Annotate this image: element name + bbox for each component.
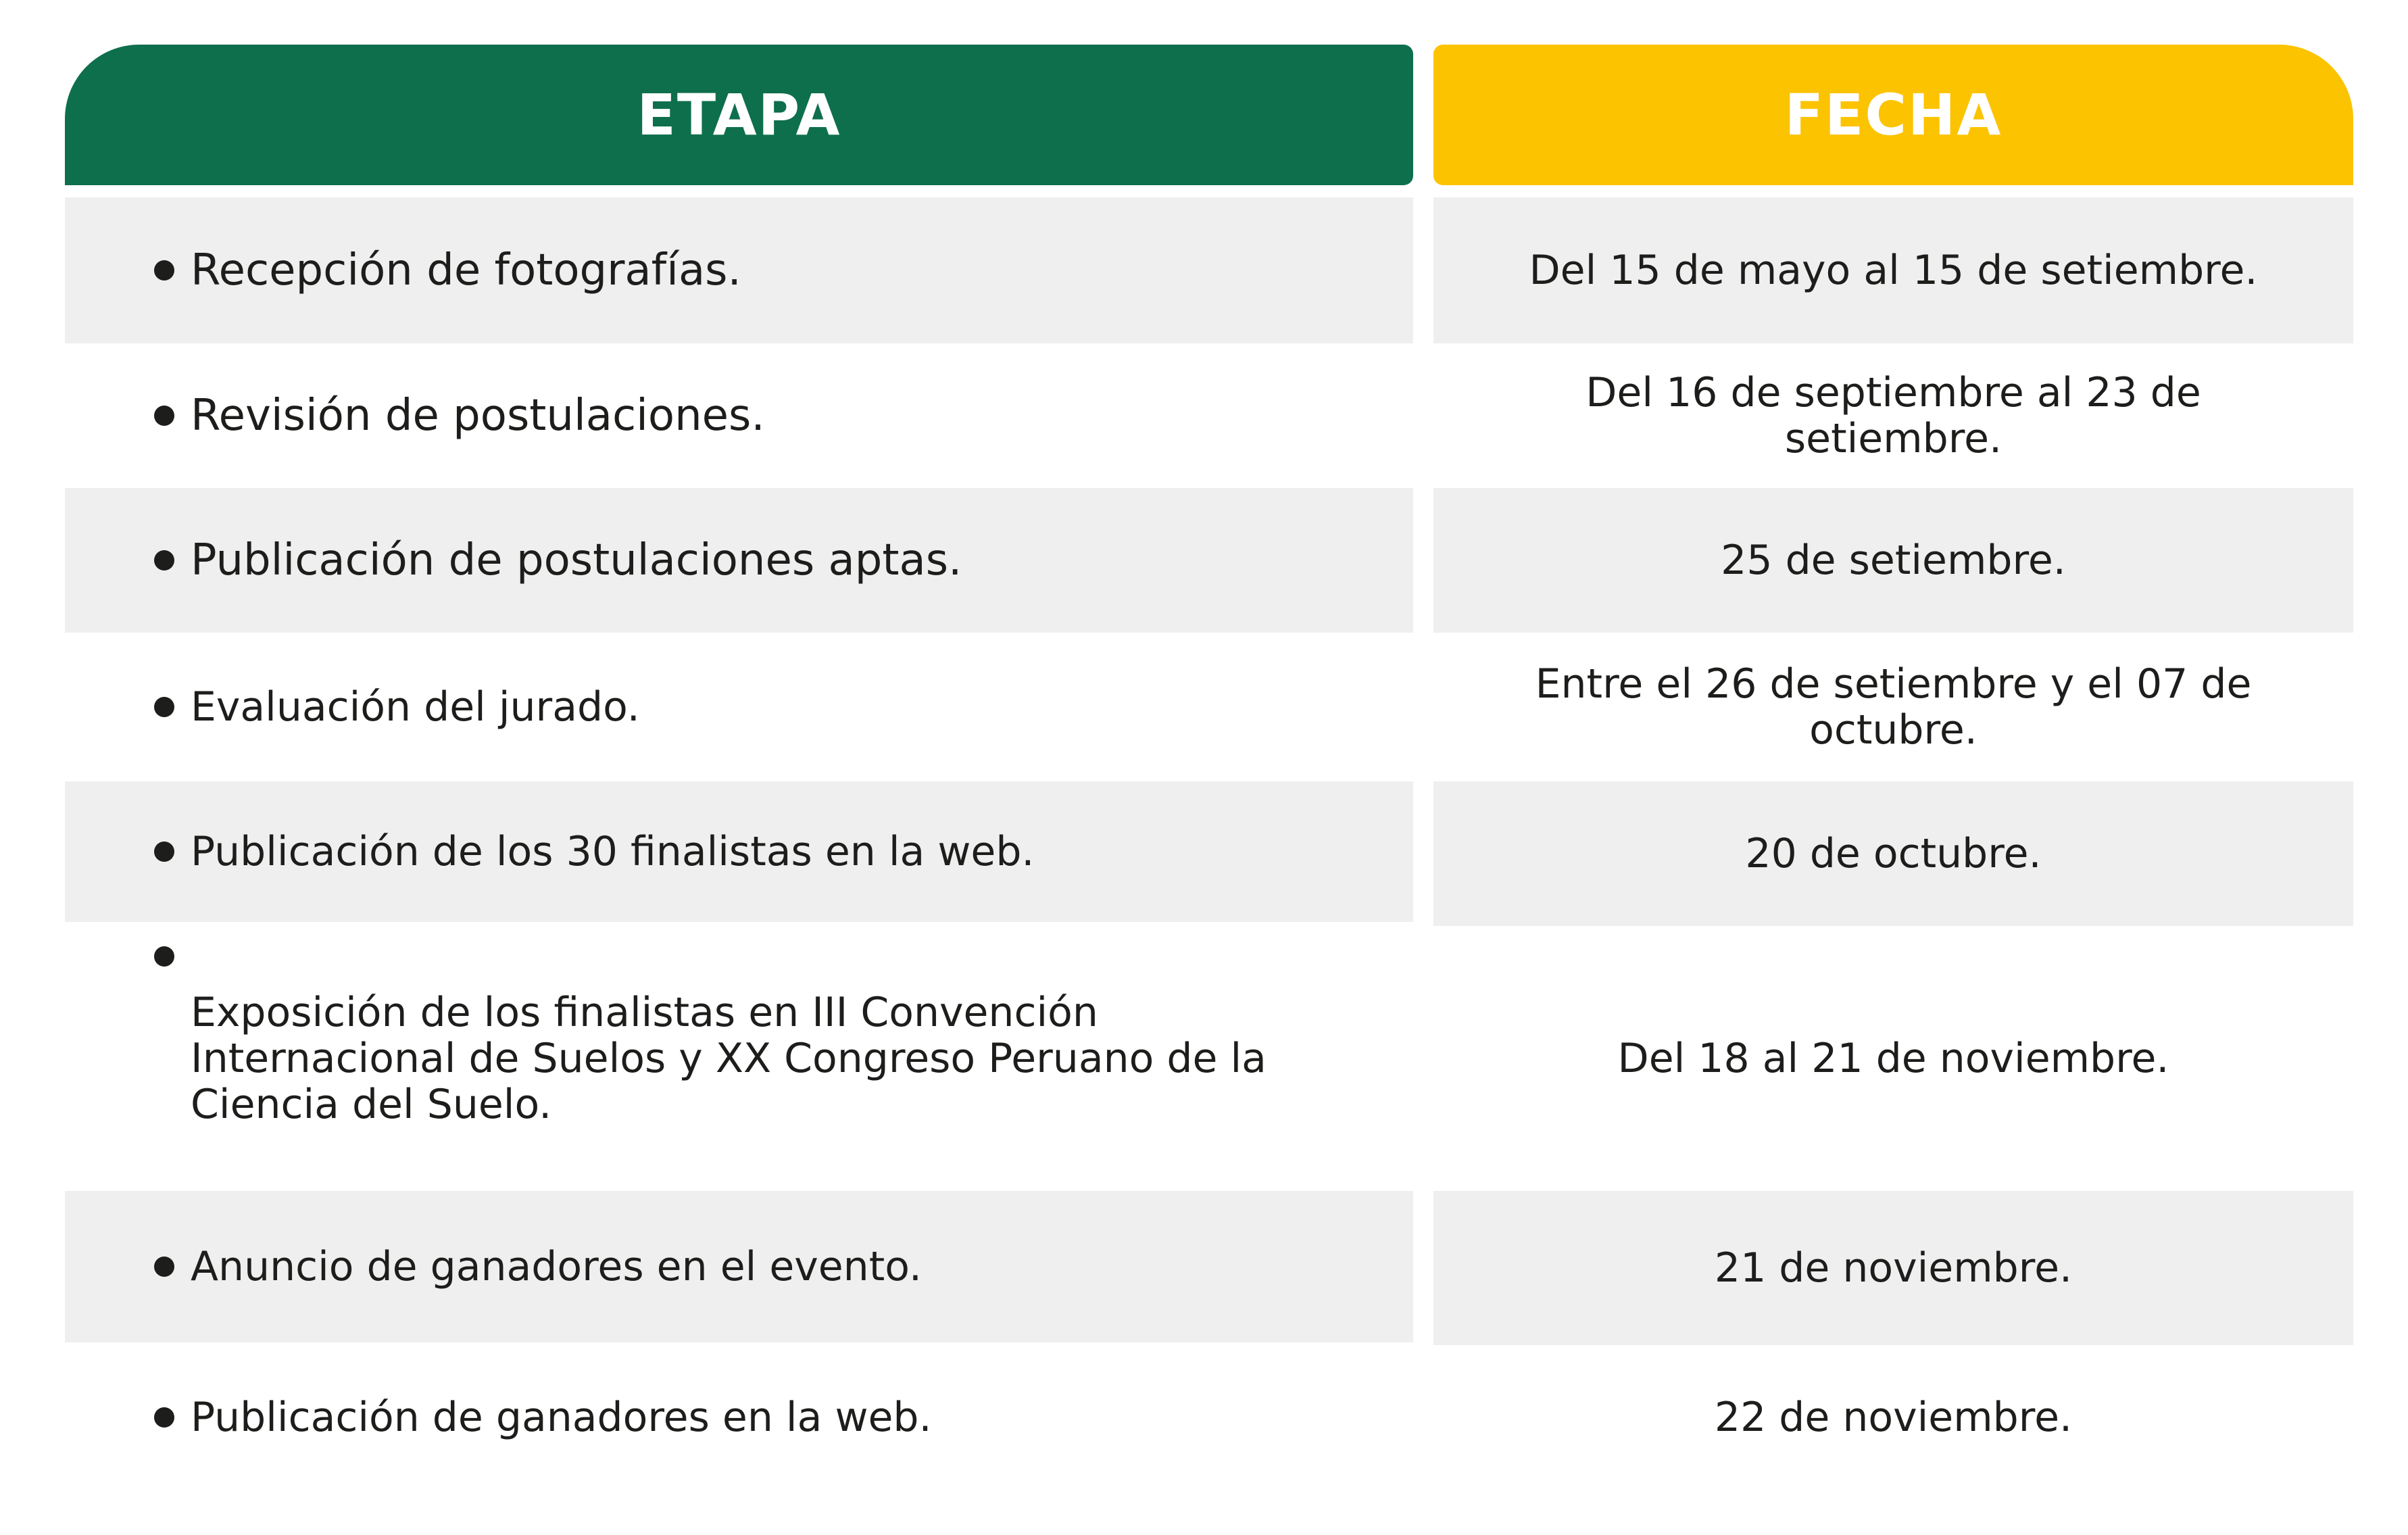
header-fecha	[1433, 45, 2353, 185]
header-etapa-label: ETAPA	[637, 82, 841, 148]
bullet-icon	[154, 697, 174, 717]
bullet-icon	[154, 1407, 174, 1428]
bullet-icon	[154, 1257, 174, 1277]
etapa-text: Publicación de los 30 finalistas en la web.	[191, 828, 1035, 875]
etapa-text: Publicación de ganadores en la web.	[191, 1394, 932, 1441]
fecha-text: 21 de noviembre.	[1714, 1244, 2073, 1292]
etapa-text: Exposición de los finalistas en III Convención Internacional de Suelos y XX Congreso Peruano de la Ciencia del Suelo.	[191, 989, 1267, 1128]
table-row-etapa	[65, 197, 1413, 343]
table-row-fecha	[1433, 488, 2353, 633]
fecha-text: Del 16 de septiembre al 23 de setiembre.	[1586, 369, 2201, 462]
fecha-text: 20 de octubre.	[1745, 830, 2042, 877]
table-row-etapa	[65, 781, 1413, 922]
fecha-text: Entre el 26 de setiembre y el 07 de octubre.	[1535, 660, 2252, 754]
table-row-fecha	[1433, 1345, 2353, 1490]
bullet-icon	[154, 260, 174, 281]
bullet-icon	[154, 406, 174, 426]
header-fecha-label: FECHA	[1784, 82, 2002, 148]
table-row-fecha	[1433, 926, 2353, 1191]
fecha-text: Del 18 al 21 de noviembre.	[1617, 1035, 2169, 1082]
header-etapa	[65, 45, 1413, 185]
fecha-text: Del 15 de mayo al 15 de setiembre.	[1529, 247, 2258, 294]
fecha-text: 22 de noviembre.	[1714, 1394, 2073, 1441]
bullet-icon	[154, 550, 174, 570]
etapa-text: Publicación de postulaciones aptas.	[191, 535, 962, 585]
table-row-etapa	[65, 343, 1413, 488]
table-row-etapa	[65, 633, 1413, 781]
table-row-etapa	[65, 926, 1413, 1191]
table-row-fecha	[1433, 633, 2353, 781]
table-row-etapa	[65, 488, 1413, 633]
bullet-icon	[154, 842, 174, 862]
etapa-text: Recepción de fotografías.	[191, 245, 741, 295]
etapa-text: Anuncio de ganadores en el evento.	[191, 1243, 922, 1290]
table-row-fecha	[1433, 781, 2353, 926]
table-row-etapa	[65, 1345, 1413, 1490]
table-row-etapa	[65, 1191, 1413, 1342]
etapa-text: Evaluación del jurado.	[191, 683, 640, 731]
table-row-fecha	[1433, 1191, 2353, 1345]
table-row-fecha	[1433, 197, 2353, 343]
etapa-text: Revisión de postulaciones.	[191, 391, 765, 441]
table-row-fecha	[1433, 343, 2353, 488]
fecha-text: 25 de setiembre.	[1721, 537, 2066, 584]
bullet-icon	[154, 946, 174, 967]
